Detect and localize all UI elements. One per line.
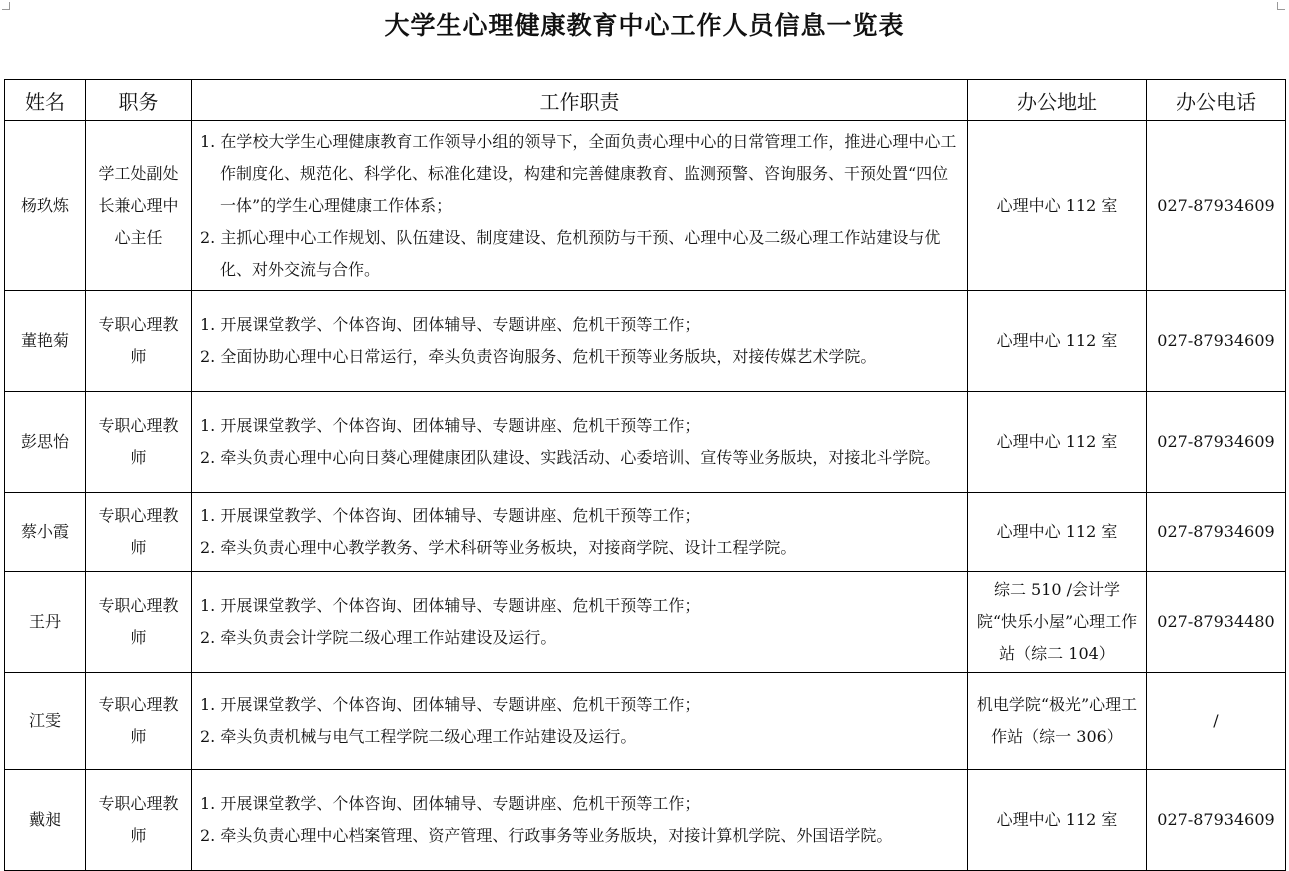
header-duties: 工作职责	[192, 80, 968, 121]
cell-position	[86, 493, 192, 572]
table-row	[5, 392, 1286, 493]
table-header-row	[5, 80, 1286, 121]
header-name: 姓名	[5, 80, 86, 121]
cell-office	[968, 673, 1147, 770]
cell-phone: 027-87934609	[1147, 121, 1286, 291]
duty-item: 1. 开展课堂教学、个体咨询、团体辅导、专题讲座、危机干预等工作；	[200, 695, 701, 714]
duty-item: 2. 主抓心理中心工作规划、队伍建设、制度建设、危机预防与干预、心理中心及二级心理工作站建设与优化、对外交流与合作。	[200, 227, 941, 279]
cell-office	[968, 392, 1147, 493]
duty-item: 2. 牵头负责心理中心档案管理、资产管理、行政事务等业务版块，对接计算机学院、外国语学院。	[200, 826, 893, 845]
duty-item: 2. 牵头负责心理中心教学教务、学术科研等业务板块，对接商学院、设计工程学院。	[200, 538, 797, 557]
duty-item: 1. 在学校大学生心理健康教育工作领导小组的领导下，全面负责心理中心的日常管理工作，推进心理中心工作制度化、规范化、科学化、标准化建设，构建和完善健康教育、监测预警、咨询服务、干预处置“四位一体”的学生心理健康工作体系；	[200, 131, 957, 215]
cell-phone: 027-87934609	[1147, 770, 1286, 871]
cell-duties	[192, 493, 968, 572]
duty-item: 1. 开展课堂教学、个体咨询、团体辅导、专题讲座、危机干预等工作；	[200, 416, 701, 435]
office-text: 心理中心 112 室	[996, 432, 1118, 451]
header-position: 职务	[86, 80, 192, 121]
position-text: 专职心理教师	[98, 596, 179, 647]
cell-position	[86, 392, 192, 493]
position-text: 专职心理教师	[98, 794, 179, 845]
document-title: 大学生心理健康教育中心工作人员信息一览表	[384, 11, 905, 40]
cell-duties	[192, 291, 968, 392]
cell-office	[968, 291, 1147, 392]
cell-phone: 027-87934609	[1147, 392, 1286, 493]
position-text: 专职心理教师	[98, 315, 179, 366]
cell-name: 杨玖炼	[5, 121, 86, 291]
cell-position	[86, 770, 192, 871]
table-row	[5, 493, 1286, 572]
staff-info-table	[4, 79, 1286, 871]
cell-office	[968, 121, 1147, 291]
cell-duties	[192, 392, 968, 493]
cell-duties	[192, 121, 968, 291]
cell-phone: 027-87934609	[1147, 291, 1286, 392]
header-phone: 办公电话	[1147, 80, 1286, 121]
duty-item: 2. 牵头负责会计学院二级心理工作站建设及运行。	[200, 628, 557, 647]
cell-position	[86, 121, 192, 291]
cell-name: 江雯	[5, 673, 86, 770]
office-text: 心理中心 112 室	[996, 810, 1118, 829]
cell-name: 董艳菊	[5, 291, 86, 392]
office-text: 心理中心 112 室	[996, 522, 1118, 541]
duty-item: 1. 开展课堂教学、个体咨询、团体辅导、专题讲座、危机干预等工作；	[200, 794, 701, 813]
duty-item: 2. 牵头负责机械与电气工程学院二级心理工作站建设及运行。	[200, 727, 637, 746]
position-text: 专职心理教师	[98, 416, 179, 467]
cell-duties	[192, 572, 968, 673]
table-row	[5, 770, 1286, 871]
duty-item: 2. 全面协助心理中心日常运行，牵头负责咨询服务、危机干预等业务版块，对接传媒艺术学院。	[200, 347, 877, 366]
cell-duties	[192, 770, 968, 871]
cell-phone: 027-87934609	[1147, 493, 1286, 572]
header-office: 办公地址	[968, 80, 1147, 121]
duty-item: 1. 开展课堂教学、个体咨询、团体辅导、专题讲座、危机干预等工作；	[200, 506, 701, 525]
cell-name: 彭思怡	[5, 392, 86, 493]
cell-office	[968, 770, 1147, 871]
cell-phone: /	[1147, 673, 1286, 770]
table-row	[5, 291, 1286, 392]
cell-name: 蔡小霞	[5, 493, 86, 572]
cell-phone: 027-87934480	[1147, 572, 1286, 673]
cell-position	[86, 572, 192, 673]
duty-item: 1. 开展课堂教学、个体咨询、团体辅导、专题讲座、危机干预等工作；	[200, 596, 701, 615]
table-row	[5, 121, 1286, 291]
office-text: 心理中心 112 室	[996, 195, 1118, 215]
office-text: 心理中心 112 室	[996, 331, 1118, 350]
office-text: 综二 510 /会计学院“快乐小屋”心理工作站（综二 104）	[976, 580, 1138, 663]
cell-name: 王丹	[5, 572, 86, 673]
cell-office	[968, 572, 1147, 673]
position-text: 专职心理教师	[98, 695, 179, 746]
table-row	[5, 673, 1286, 770]
duty-item: 2. 牵头负责心理中心向日葵心理健康团队建设、实践活动、心委培训、宣传等业务版块，对接北斗学院。	[200, 448, 941, 467]
office-text: 机电学院“极光”心理工作站（综一 306）	[976, 695, 1138, 746]
cell-office	[968, 493, 1147, 572]
cell-duties	[192, 673, 968, 770]
position-text: 专职心理教师	[98, 506, 179, 557]
duty-item: 1. 开展课堂教学、个体咨询、团体辅导、专题讲座、危机干预等工作；	[200, 315, 701, 334]
position-text: 学工处副处长兼心理中心主任	[98, 163, 179, 247]
table-row	[5, 572, 1286, 673]
cell-position	[86, 291, 192, 392]
cell-position	[86, 673, 192, 770]
cell-name: 戴昶	[5, 770, 86, 871]
